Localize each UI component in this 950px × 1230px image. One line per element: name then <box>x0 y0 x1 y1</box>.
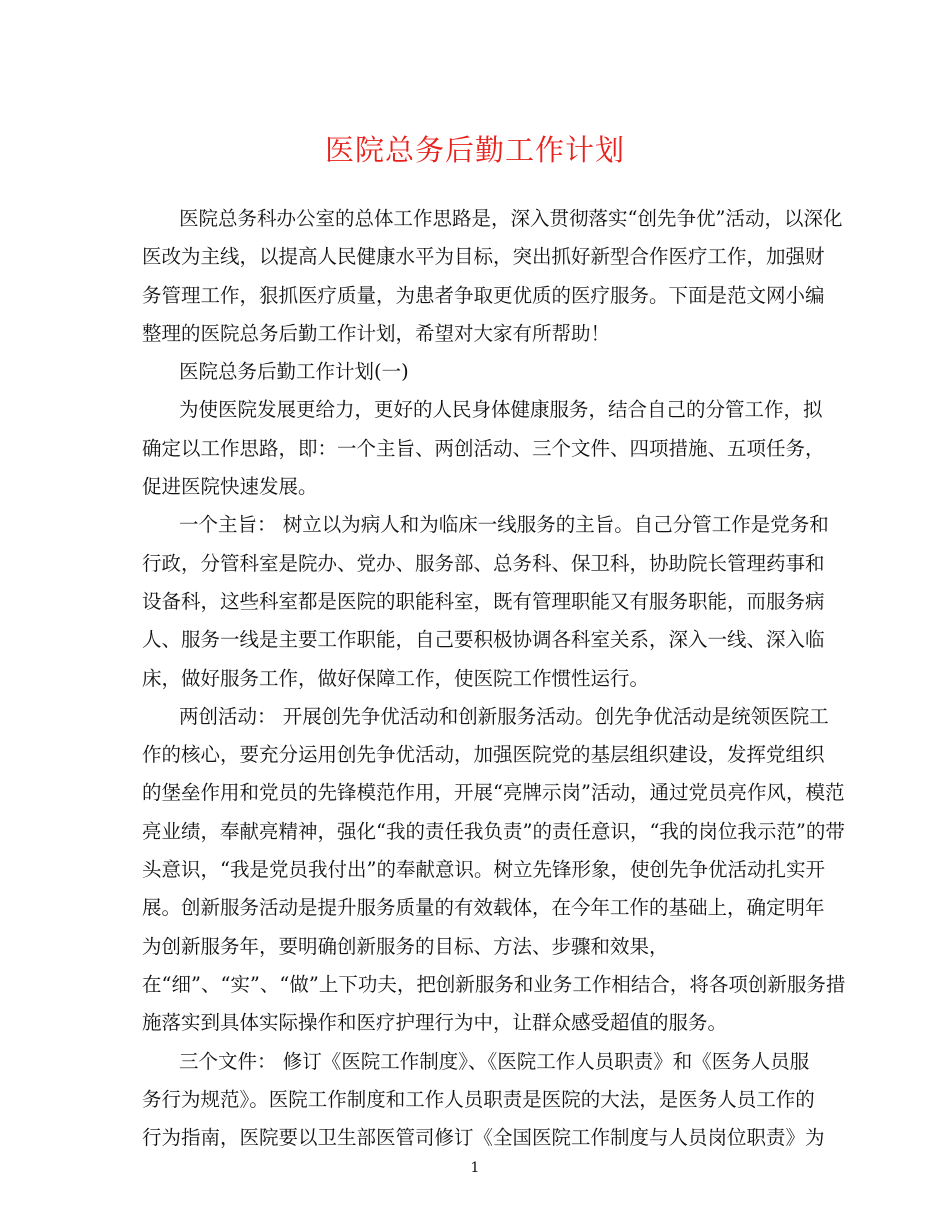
text-line: 亮业绩，奉献亮精神，强化“我的责任我负责”的责任意识，“我的岗位我示范”的带 <box>142 819 845 843</box>
text-line: 行为指南，医院要以卫生部医管司修订《全国医院工作制度与人员岗位职责》为 <box>142 1126 825 1150</box>
document-title: 医院总务后勤工作计划 <box>324 133 625 167</box>
text-line: 展。创新服务活动是提升服务质量的有效载体，在今年工作的基础上，确定明年 <box>142 896 825 920</box>
page-number: 1 <box>470 1160 480 1176</box>
text-line: 为使医院发展更给力，更好的人民身体健康服务，结合自己的分管工作，拟 <box>179 398 823 422</box>
text-line: 两创活动： 开展创先争优活动和创新服务活动。创先争优活动是统领医院工 <box>179 704 829 728</box>
text-line: 一个主旨： 树立以为病人和为临床一线服务的主旨。自己分管工作是党务和 <box>179 513 829 537</box>
text-line: 头意识，“我是党员我付出”的奉献意识。树立先锋形象，使创先争优活动扎实开 <box>142 858 825 882</box>
text-line: 务管理工作，狠抓医疗质量，为患者争取更优质的医疗服务。下面是范文网小编 <box>142 283 825 307</box>
document-body <box>142 200 846 1157</box>
text-line: 作的核心，要充分运用创先争优活动，加强医院党的基层组织建设，发挥党组织 <box>142 743 825 767</box>
text-line: 三个文件： 修订《医院工作制度》、《医院工作人员职责》和《医务人员服 <box>179 1049 810 1073</box>
text-line: 行政，分管科室是院办、党办、服务部、总务科、保卫科，协助院长管理药事和 <box>142 551 825 575</box>
text-line: 床，做好服务工作，做好保障工作，使医院工作惯性运行。 <box>142 666 650 690</box>
text-line: 务行为规范》。医院工作制度和工作人员职责是医院的大法，是医务人员工作的 <box>142 1087 815 1111</box>
text-line: 为创新服务年，要明确创新服务的目标、方法、步骤和效果， <box>142 934 669 958</box>
text-line: 在“细”、“实”、“做”上下功夫，把创新服务和业务工作相结合，将各项创新服务措 <box>142 972 846 996</box>
text-line: 医院总务后勤工作计划(一) <box>179 360 409 384</box>
text-line: 的堡垒作用和党员的先锋模范作用，开展“亮牌示岗”活动，通过党员亮作风，模范 <box>142 781 845 805</box>
text-line: 人、服务一线是主要工作职能，自己要积极协调各科室关系，深入一线、深入临 <box>142 628 825 652</box>
text-line: 医院总务科办公室的总体工作思路是，深入贯彻落实“创先争优”活动，以深化 <box>179 207 843 230</box>
text-line: 设备科，这些科室都是医院的职能科室，既有管理职能又有服务职能，而服务病 <box>142 589 825 613</box>
text-line: 促进医院快速发展。 <box>142 475 318 499</box>
text-line: 施落实到具体实际操作和医疗护理行为中，让群众感受超值的服务。 <box>142 1011 728 1035</box>
text-line: 医改为主线，以提高人民健康水平为目标，突出抓好新型合作医疗工作，加强财 <box>142 245 825 269</box>
text-line: 整理的医院总务后勤工作计划，希望对大家有所帮助！ <box>142 321 611 345</box>
text-line: 确定以工作思路，即：一个主旨、两创活动、三个文件、四项措施、五项任务， <box>142 436 825 460</box>
